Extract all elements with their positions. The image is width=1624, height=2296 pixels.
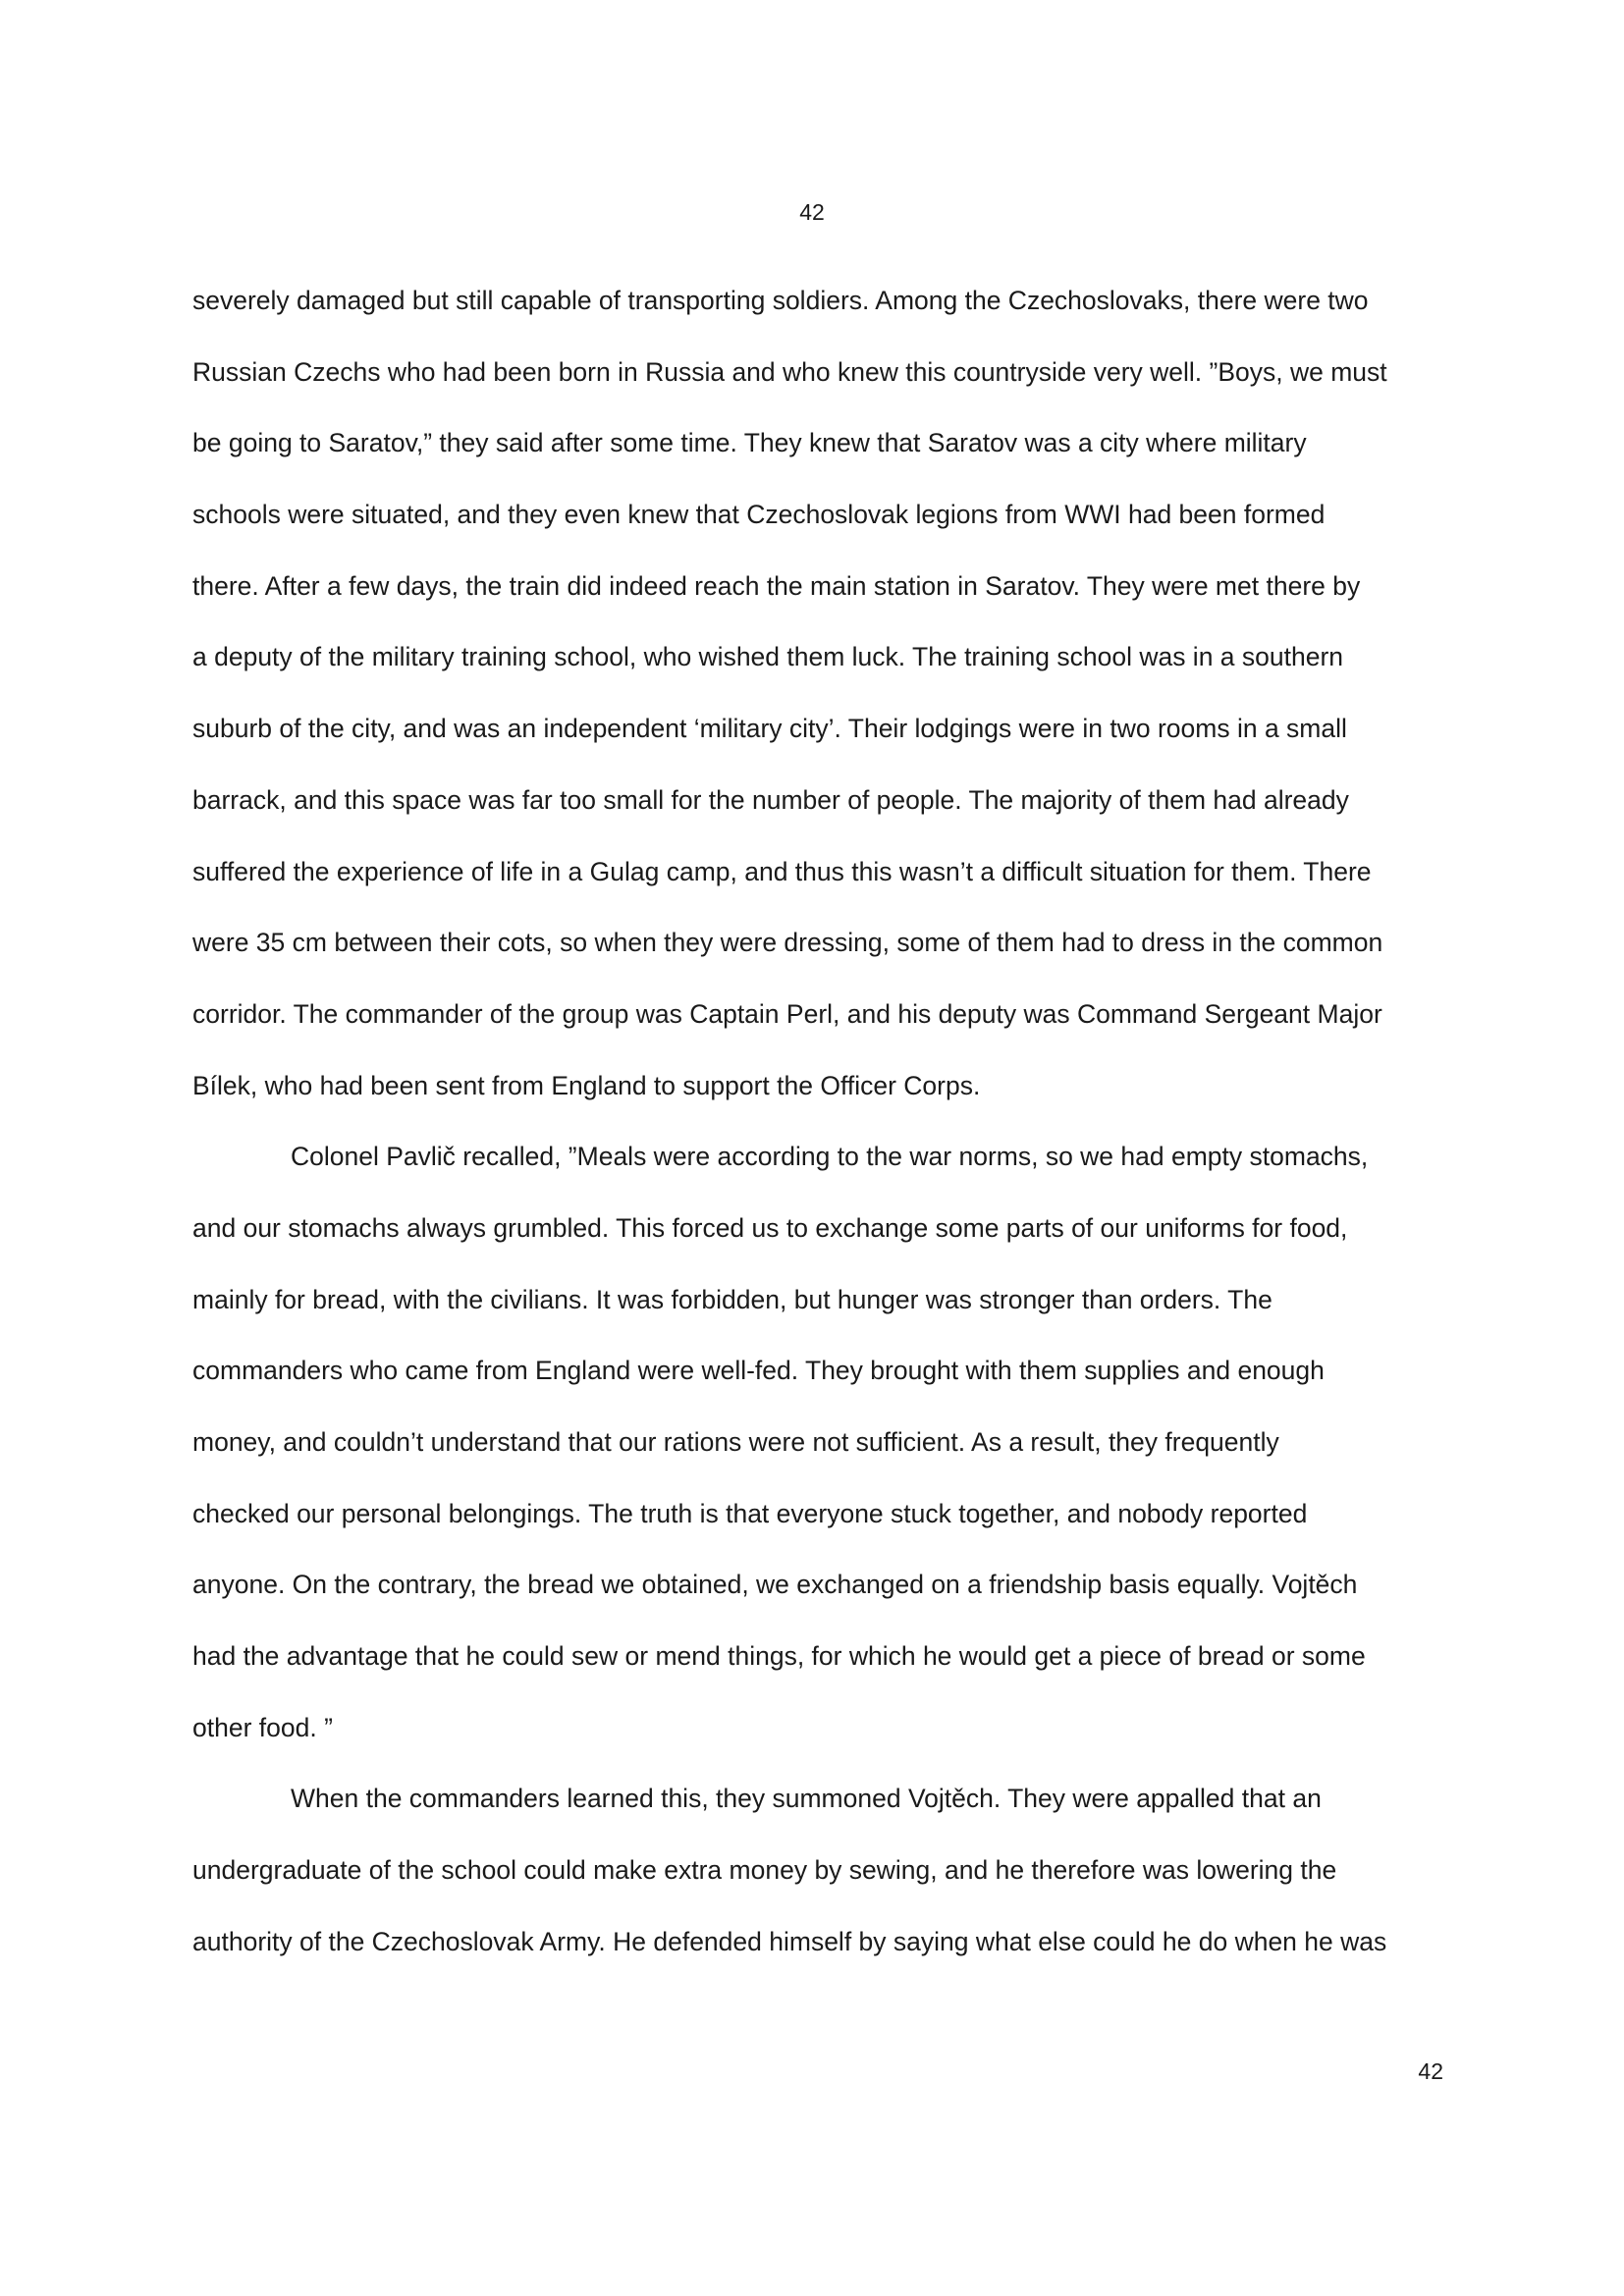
text-line: Colonel Pavlič recalled, ”Meals were according to the war norms, so we had empty stomachs, <box>291 1142 1369 1172</box>
text-line: Bílek, who had been sent from England to support the Officer Corps. <box>192 1070 981 1100</box>
text-line: checked our personal belongings. The truth is that everyone stuck together, and nobody reported <box>192 1498 1308 1528</box>
text-line: money, and couldn’t understand that our rations were not sufficient. As a result, they frequently <box>192 1427 1279 1457</box>
header-page-number: 42 <box>799 199 825 225</box>
text-line: severely damaged but still capable of transporting soldiers. Among the Czechoslovaks, there were two <box>192 286 1369 315</box>
paragraph-2 <box>192 1143 1459 1785</box>
text-line: were 35 cm between their cots, so when they were dressing, some of them had to dress in the common <box>192 928 1383 958</box>
body-text <box>192 287 1459 2000</box>
text-line: suburb of the city, and was an independent ‘military city’. Their lodgings were in two rooms in a small <box>192 714 1347 744</box>
text-line: undergraduate of the school could make extra money by sewing, and he therefore was lowering the <box>192 1855 1337 1886</box>
text-line: When the commanders learned this, they summoned Vojtěch. They were appalled that an <box>291 1784 1322 1814</box>
text-line: corridor. The commander of the group was Captain Perl, and his deputy was Command Sergeant Major <box>192 998 1382 1029</box>
paragraph-3 <box>192 1785 1459 1999</box>
text-line: and our stomachs always grumbled. This forced us to exchange some parts of our uniforms for food, <box>192 1212 1348 1243</box>
text-line: authority of the Czechoslovak Army. He defended himself by saying what else could he do when he was <box>192 1926 1387 1956</box>
text-line: a deputy of the military training school, who wished them luck. The training school was in a southern <box>192 642 1344 672</box>
text-line: be going to Saratov,” they said after some time. They knew that Saratov was a city where military <box>192 428 1307 458</box>
footer-page-number: 42 <box>1418 2058 1443 2084</box>
text-line: anyone. On the contrary, the bread we obtained, we exchanged on a friendship basis equally. Vojtěch <box>192 1570 1358 1600</box>
text-line: schools were situated, and they even knew that Czechoslovak legions from WWI had been formed <box>192 500 1326 530</box>
paragraph-1 <box>192 287 1459 1143</box>
text-line: mainly for bread, with the civilians. It was forbidden, but hunger was stronger than orders. The <box>192 1284 1272 1314</box>
text-line: there. After a few days, the train did indeed reach the main station in Saratov. They were met there by <box>192 570 1361 601</box>
text-line: had the advantage that he could sew or mend things, for which he would get a piece of bread or some <box>192 1641 1366 1672</box>
text-line: other food. ” <box>192 1712 333 1742</box>
text-line: barrack, and this space was far too small for the number of people. The majority of them had already <box>192 784 1349 815</box>
text-line: commanders who came from England were well-fed. They brought with them supplies and enough <box>192 1356 1325 1386</box>
text-line: Russian Czechs who had been born in Russia and who knew this countryside very well. ”Boys, we must <box>192 356 1387 387</box>
text-line: suffered the experience of life in a Gulag camp, and thus this wasn’t a difficult situation for them. There <box>192 856 1372 886</box>
